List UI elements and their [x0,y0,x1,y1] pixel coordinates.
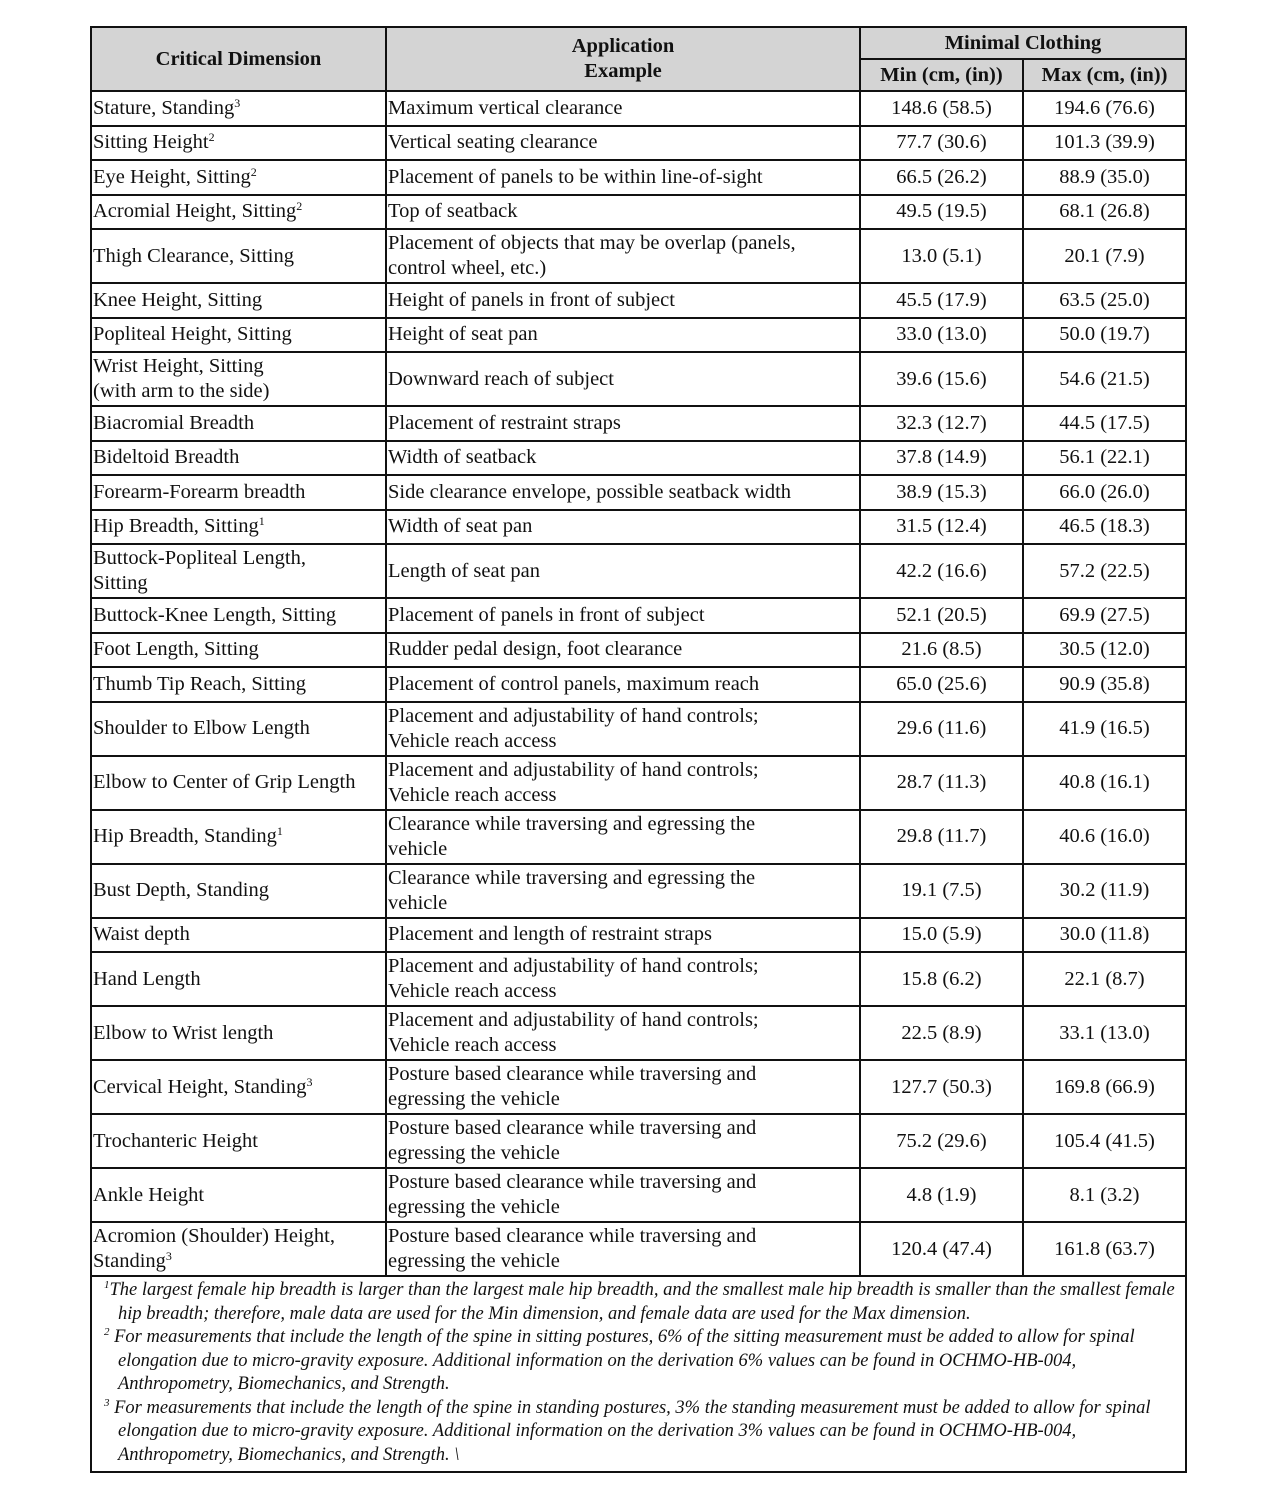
dimension-text: Standing [93,1250,166,1272]
table-row [91,864,1186,918]
application-line: egressing the vehicle [388,1088,560,1110]
table-row [91,952,1186,1006]
dimension-text: (with arm to the side) [93,380,270,402]
table-row [91,406,1186,441]
cell-max: 40.6 (16.0) [1023,810,1186,864]
table-row [91,510,1186,545]
application-line: Placement of panels to be within line-of-sight [388,165,763,188]
cell-min: 13.0 (5.1) [860,229,1023,283]
footnotes-section [91,1276,1186,1472]
cell-max: 8.1 (3.2) [1023,1168,1186,1222]
application-line: Clearance while traversing and egressing the [388,812,756,835]
footnote-text: The largest female hip breadth is larger than the largest male hip breadth, and the smallest male hip breadth is smaller than the smallest female hip breadth; therefore, male data are used for the Min dimension, and female data are used for the Max dimension. [109,1280,1175,1324]
dimension-text: Acromial Height, Sitting [93,200,297,223]
cell-dimension [91,441,386,476]
col-header-dimension: Critical Dimension [91,27,386,91]
cell-dimension [91,756,386,810]
dimension-text: Knee Height, Sitting [93,288,263,311]
cell-dimension [91,667,386,702]
application-line: Vehicle reach access [388,980,557,1002]
footnote-mark: 3 [104,1396,110,1409]
table-row [91,195,1186,230]
cell-min: 45.5 (17.9) [860,283,1023,318]
application-line: egressing the vehicle [388,1250,560,1272]
table-row [91,160,1186,195]
cell-max: 33.1 (13.0) [1023,1006,1186,1060]
footnote-marker: 2 [296,199,303,214]
table-row [91,352,1186,406]
footnote-marker: 1 [276,824,283,838]
application-line: control wheel, etc.) [388,257,547,279]
cell-dimension [91,229,386,283]
cell-min: 77.7 (30.6) [860,126,1023,161]
table-row [91,918,1186,953]
cell-min: 32.3 (12.7) [860,406,1023,441]
application-line: Downward reach of subject [388,367,614,390]
cell-application [386,756,860,810]
cell-dimension [91,1060,386,1114]
application-line: Vehicle reach access [388,1034,557,1056]
application-line: Posture based clearance while traversing and [388,1117,757,1139]
cell-application [386,667,860,702]
footnote-marker: 3 [165,1249,172,1263]
cell-max: 194.6 (76.6) [1023,91,1186,126]
col-header-application [386,27,860,91]
cell-min: 15.8 (6.2) [860,952,1023,1006]
dimension-text: Shoulder to Elbow Length [93,717,310,739]
cell-application [386,598,860,633]
application-line: Vehicle reach access [388,783,557,806]
dimension-text: Foot Length, Sitting [93,638,259,661]
application-line: egressing the vehicle [388,1196,560,1218]
dimension-text: Eye Height, Sitting [93,165,251,188]
table-row [91,1060,1186,1114]
application-line: Top of seatback [388,200,518,223]
application-line: Height of seat pan [388,323,538,346]
cell-dimension [91,702,386,756]
footnote-text: For measurements that include the length of the spine in standing postures, 3% the standing measurement must be added to allow for spinal elongation due to micro-gravity exposure. Additional information on the derivation 3% values can be found in OCHMO-HB-004, Anthropometry, Biomechanics, and Strength. \ [109,1397,1151,1465]
footnote-mark: 2 [104,1326,110,1338]
cell-application [386,952,860,1006]
table-row [91,126,1186,161]
application-line: Width of seatback [388,446,537,469]
cell-application [386,1222,860,1276]
cell-max: 46.5 (18.3) [1023,510,1186,545]
cell-application [386,702,860,756]
table-row [91,318,1186,353]
footnote-marker: 3 [234,95,241,110]
dimension-text: Thumb Tip Reach, Sitting [93,672,306,695]
cell-dimension [91,864,386,918]
application-line: Posture based clearance while traversing and [388,1063,757,1085]
cell-max: 90.9 (35.8) [1023,667,1186,702]
cell-application [386,864,860,918]
table-row [91,633,1186,668]
dimension-text: Waist depth [93,923,190,946]
table-row [91,667,1186,702]
cell-application [386,229,860,283]
cell-dimension [91,318,386,353]
dimension-text: Bust Depth, Standing [93,879,269,901]
cell-max: 44.5 (17.5) [1023,406,1186,441]
dimension-text: Trochanteric Height [93,1129,258,1152]
cell-min: 75.2 (29.6) [860,1114,1023,1168]
application-line: Height of panels in front of subject [388,288,675,311]
application-line: Placement and length of restraint straps [388,923,712,946]
cell-max: 63.5 (25.0) [1023,283,1186,318]
footnote-mark: 1 [104,1279,110,1291]
footnote-3 [98,1397,1179,1468]
cell-max: 30.5 (12.0) [1023,633,1186,668]
dimension-text: Buttock-Knee Length, Sitting [93,603,337,626]
application-line: Posture based clearance while traversing and [388,1171,757,1193]
cell-max: 22.1 (8.7) [1023,952,1186,1006]
dimension-text: Cervical Height, Standing [93,1075,307,1098]
cell-max: 66.0 (26.0) [1023,475,1186,510]
cell-dimension [91,918,386,953]
anthropometry-table [90,26,1187,1473]
dimension-text: Elbow to Wrist length [93,1021,274,1044]
application-line: Length of seat pan [388,559,540,582]
cell-max: 105.4 (41.5) [1023,1114,1186,1168]
cell-min: 49.5 (19.5) [860,195,1023,230]
application-line: Placement of control panels, maximum reach [388,672,760,695]
cell-application [386,1006,860,1060]
table-header [91,27,1186,91]
application-line: Vertical seating clearance [388,131,598,154]
cell-min: 4.8 (1.9) [860,1168,1023,1222]
table-row [91,1168,1186,1222]
cell-application [386,918,860,953]
cell-application [386,810,860,864]
cell-min: 31.5 (12.4) [860,510,1023,545]
cell-min: 29.8 (11.7) [860,810,1023,864]
application-line: Vehicle reach access [388,729,557,752]
col-header-max: Max (cm, (in)) [1023,59,1186,91]
application-line: Posture based clearance while traversing and [388,1225,757,1247]
application-line: Placement and adjustability of hand controls; [388,758,759,781]
table-row [91,475,1186,510]
table-row [91,598,1186,633]
cell-dimension [91,195,386,230]
dimension-text: Thigh Clearance, Sitting [93,244,294,267]
table-row [91,1006,1186,1060]
application-line: Placement and adjustability of hand controls; [388,955,759,977]
application-line: Side clearance envelope, possible seatback width [388,480,792,503]
footnotes [91,1276,1186,1472]
cell-max: 161.8 (63.7) [1023,1222,1186,1276]
cell-application [386,283,860,318]
table-row [91,1222,1186,1276]
table-row [91,283,1186,318]
dimension-text: Bideltoid Breadth [93,446,240,469]
cell-application [386,91,860,126]
cell-application [386,318,860,353]
dimension-text: Buttock-Popliteal Length, [93,547,306,569]
cell-application [386,352,860,406]
cell-application [386,633,860,668]
cell-min: 127.7 (50.3) [860,1060,1023,1114]
application-line: Placement and adjustability of hand controls; [388,1009,759,1031]
cell-application [386,475,860,510]
dimension-text: Hand Length [93,967,201,990]
cell-application [386,544,860,598]
cell-max: 30.2 (11.9) [1023,864,1186,918]
cell-min: 148.6 (58.5) [860,91,1023,126]
cell-dimension [91,1114,386,1168]
footnote-marker: 2 [250,164,257,179]
cell-min: 29.6 (11.6) [860,702,1023,756]
cell-dimension [91,91,386,126]
dimension-text: Biacromial Breadth [93,411,255,434]
col-group-minimal-clothing: Minimal Clothing [860,27,1186,59]
cell-min: 38.9 (15.3) [860,475,1023,510]
cell-application [386,1114,860,1168]
col-header-min: Min (cm, (in)) [860,59,1023,91]
footnote-2 [98,1326,1179,1397]
cell-application [386,1060,860,1114]
application-line: Placement of objects that may be overlap (panels, [388,232,796,254]
table-row [91,229,1186,283]
cell-max: 69.9 (27.5) [1023,598,1186,633]
cell-max: 57.2 (22.5) [1023,544,1186,598]
dimension-text: Hip Breadth, Sitting [93,515,259,538]
cell-max: 30.0 (11.8) [1023,918,1186,953]
application-line: Clearance while traversing and egressing the [388,866,756,889]
table-row [91,91,1186,126]
cell-min: 39.6 (15.6) [860,352,1023,406]
cell-min: 15.0 (5.9) [860,918,1023,953]
dimension-text: Wrist Height, Sitting [93,355,264,377]
dimension-text: Elbow to Center of Grip Length [93,771,356,793]
dimension-text: Acromion (Shoulder) Height, [93,1225,335,1247]
application-line: Maximum vertical clearance [388,96,623,119]
table-row [91,544,1186,598]
cell-min: 22.5 (8.9) [860,1006,1023,1060]
table-row [91,756,1186,810]
cell-application [386,195,860,230]
cell-min: 66.5 (26.2) [860,160,1023,195]
application-line: egressing the vehicle [388,1142,560,1164]
cell-min: 33.0 (13.0) [860,318,1023,353]
cell-max: 169.8 (66.9) [1023,1060,1186,1114]
cell-dimension [91,510,386,545]
cell-max: 20.1 (7.9) [1023,229,1186,283]
cell-min: 21.6 (8.5) [860,633,1023,668]
cell-application [386,1168,860,1222]
cell-max: 56.1 (22.1) [1023,441,1186,476]
dimension-text: Stature, Standing [93,96,235,119]
cell-dimension [91,352,386,406]
cell-dimension [91,406,386,441]
footnote-1 [98,1279,1179,1326]
cell-max: 50.0 (19.7) [1023,318,1186,353]
cell-dimension [91,633,386,668]
cell-application [386,160,860,195]
application-line: vehicle [388,837,448,860]
dimension-text: Forearm-Forearm breadth [93,480,306,503]
cell-min: 52.1 (20.5) [860,598,1023,633]
application-line: Rudder pedal design, foot clearance [388,638,683,661]
table-row [91,810,1186,864]
cell-min: 28.7 (11.3) [860,756,1023,810]
application-line: Placement of panels in front of subject [388,603,705,626]
footnote-marker: 3 [306,1074,313,1089]
dimension-text: Ankle Height [93,1183,205,1206]
application-line: Width of seat pan [388,515,533,538]
col-header-application-line1: Application [571,35,675,57]
cell-dimension [91,126,386,161]
cell-dimension [91,283,386,318]
dimension-text: Popliteal Height, Sitting [93,323,292,346]
cell-dimension [91,952,386,1006]
cell-min: 42.2 (16.6) [860,544,1023,598]
cell-application [386,510,860,545]
cell-max: 54.6 (21.5) [1023,352,1186,406]
col-header-application-line2: Example [584,60,662,82]
cell-dimension [91,810,386,864]
table-row [91,702,1186,756]
cell-max: 88.9 (35.0) [1023,160,1186,195]
table-body [91,91,1186,1276]
application-line: Placement and adjustability of hand controls; [388,704,759,727]
cell-dimension [91,1006,386,1060]
cell-dimension [91,544,386,598]
application-line: vehicle [388,891,448,914]
footnote-marker: 2 [208,130,215,145]
footnote-text: For measurements that include the length of the spine in sitting postures, 6% of the sitting measurement must be added to allow for spinal elongation due to micro-gravity exposure. Additional information on the derivation 6% values can be found in OCHMO-HB-004, Anthropometry, Biomechanics, and Strength. [109,1327,1135,1394]
cell-dimension [91,160,386,195]
cell-dimension [91,475,386,510]
cell-max: 41.9 (16.5) [1023,702,1186,756]
dimension-text: Hip Breadth, Standing [93,825,277,847]
cell-application [386,406,860,441]
table-row [91,441,1186,476]
cell-dimension [91,1222,386,1276]
cell-application [386,441,860,476]
cell-max: 68.1 (26.8) [1023,195,1186,230]
dimension-text: Sitting Height [93,131,209,154]
cell-dimension [91,1168,386,1222]
table-row [91,1114,1186,1168]
dimension-text: Sitting [93,572,148,594]
application-line: Placement of restraint straps [388,411,621,434]
cell-min: 37.8 (14.9) [860,441,1023,476]
cell-min: 120.4 (47.4) [860,1222,1023,1276]
cell-application [386,126,860,161]
cell-max: 101.3 (39.9) [1023,126,1186,161]
cell-min: 65.0 (25.6) [860,667,1023,702]
cell-max: 40.8 (16.1) [1023,756,1186,810]
footnote-marker: 1 [258,514,265,529]
cell-min: 19.1 (7.5) [860,864,1023,918]
cell-dimension [91,598,386,633]
